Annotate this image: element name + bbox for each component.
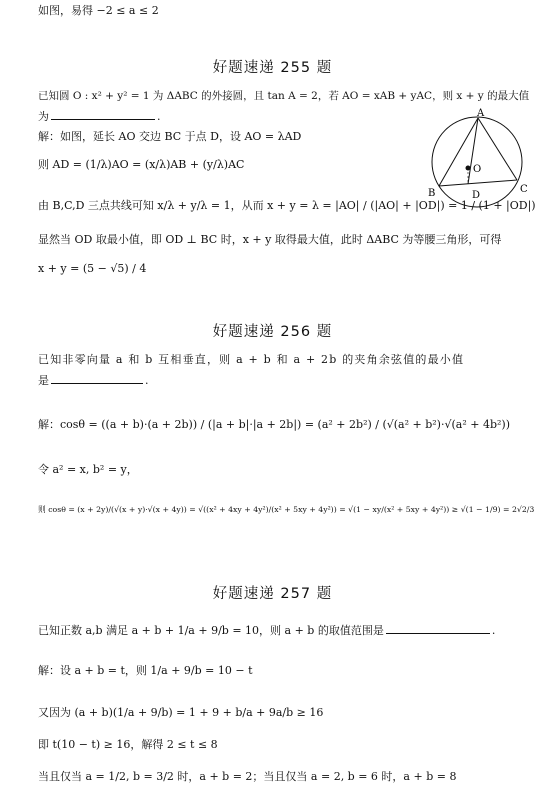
answer-blank[interactable] <box>51 110 155 120</box>
side-ac <box>478 118 517 180</box>
p256-question-line2: 是 . <box>38 374 149 387</box>
label-o: O <box>473 164 482 175</box>
p257-solution-line2: 又因为 (a + b)(1/a + 9/b) = 1 + 9 + b/a + 9a/b ≥ 16 <box>38 706 324 719</box>
p255-question-line1: 已知圆 O : x² + y² = 1 为 ΔABC 的外接圆，且 tan A = 2，若 AO = xAB + yAC，则 x + y 的最大值 <box>38 90 530 102</box>
problem-256-title: 好题速递 256 题 <box>212 324 333 340</box>
side-ab <box>439 118 478 186</box>
answer-blank[interactable] <box>51 374 143 384</box>
label-c: C <box>520 184 528 195</box>
p256-solution-line2: 令 a² = x, b² = y， <box>38 463 138 476</box>
intro-line: 如图，易得 −2 ≤ a ≤ 2 <box>38 4 159 17</box>
label-d: D <box>472 190 481 201</box>
side-bc <box>439 180 517 186</box>
p257-solution-line4: 当且仅当 a = 1/2, b = 3/2 时，a + b = 2；当且仅当 a = 2, b = 6 时，a + b = 8 <box>38 770 457 783</box>
p255-solution-line2: 则 AD = (1/λ)AO = (x/λ)AB + (y/λ)AC <box>38 158 245 171</box>
p256-solution-line3: 则 cosθ = (x + 2y)/(√(x + y)·√(x + 4y)) = √((x² + 4xy + 4y²)/(x² + 5xy + 4y²)) = √(1 − xy/(x² + 5xy + 4y²)) ≥ √(1 − 1/9) = 2√2/3 <box>38 505 535 514</box>
problem-257-title: 好题速递 257 题 <box>212 586 333 602</box>
problem-255-title: 好题速递 255 题 <box>212 60 333 76</box>
p255-question-line2: 为 . <box>38 110 161 123</box>
p255-solution-line5: x + y = (5 − √5) / 4 <box>38 262 147 275</box>
p257-solution-line1: 解：设 a + b = t，则 1/a + 9/b = 10 − t <box>38 664 253 677</box>
p255-solution-line1: 解：如图，延长 AO 交边 BC 于点 D，设 AO = λAD <box>38 130 302 143</box>
label-b: B <box>428 188 436 199</box>
p257-solution-line3: 即 t(10 − t) ≥ 16，解得 2 ≤ t ≤ 8 <box>38 738 218 751</box>
circle-triangle-figure <box>420 106 538 210</box>
p256-question-line1: 已知非零向量 a 和 b 互相垂直，则 a + b 和 a + 2b 的夹角余弦值的最小值 <box>38 353 465 366</box>
p256-solution-line1: 解：cosθ = ((a + b)·(a + 2b)) / (|a + b|·|a + 2b|) = (a² + 2b²) / (√(a² + b²)·√(a² + 4b²)) <box>38 418 510 431</box>
p255-solution-line4: 显然当 OD 取最小值，即 OD ⊥ BC 时，x + y 取得最大值，此时 ΔABC 为等腰三角形，可得 <box>38 233 502 246</box>
p255-solution-line3: 由 B,C,D 三点共线可知 x/λ + y/λ = 1，从而 x + y = λ = |AO| / (|AO| + |OD|) = 1 / (1 + |OD|) <box>38 199 536 212</box>
p257-question-line1: 已知正数 a,b 满足 a + b + 1/a + 9/b = 10，则 a + b 的取值范围是 . <box>38 624 496 637</box>
label-a: A <box>477 108 485 119</box>
answer-blank[interactable] <box>386 624 490 634</box>
center-point-o <box>466 166 471 171</box>
